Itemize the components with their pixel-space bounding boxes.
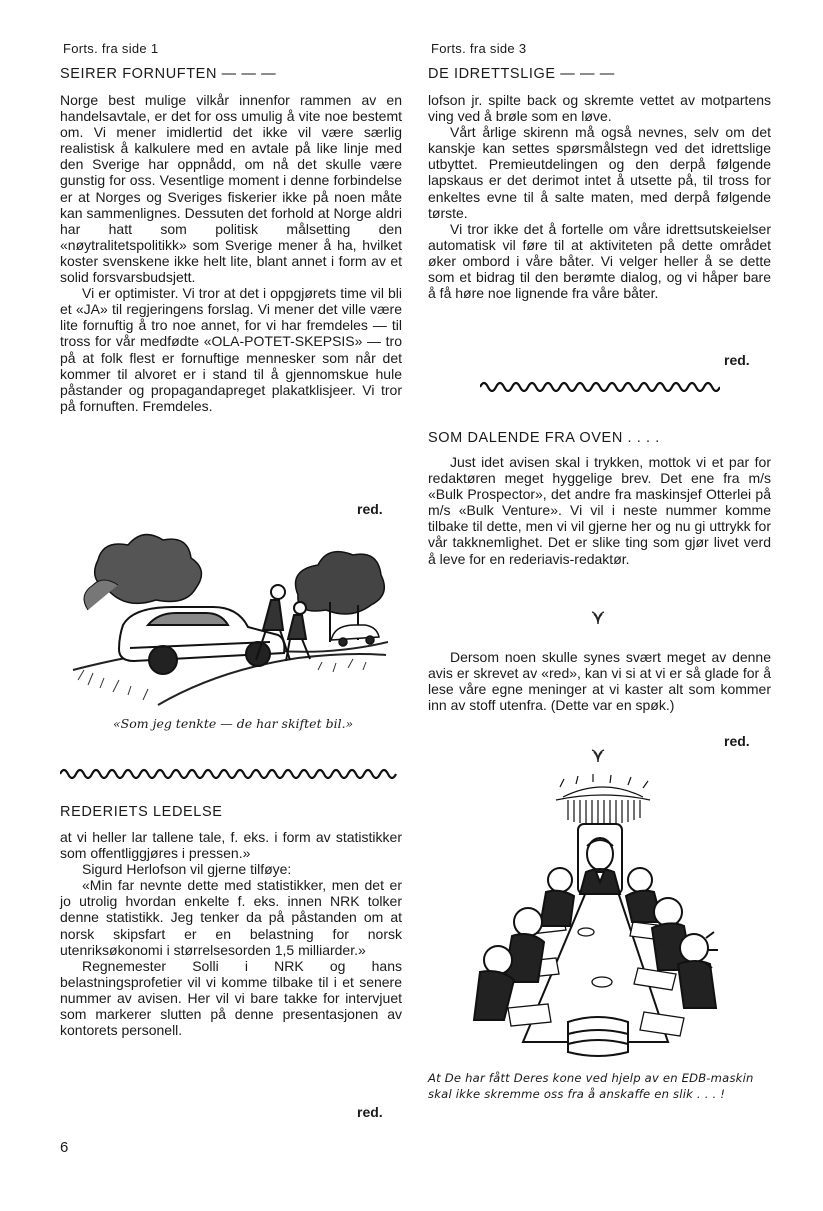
signature: red. [357, 501, 383, 517]
article-body [428, 649, 771, 713]
ornament-icon [590, 748, 606, 764]
boardroom-cartoon-illustration [468, 772, 728, 1062]
continued-note: Forts. fra side 3 [431, 41, 527, 56]
paragraph: lofson jr. spilte back og skremte vettet av motpartens ving ved å brøle som en løve. [428, 92, 771, 125]
article-body [428, 454, 771, 567]
article-body [60, 92, 402, 414]
car-cartoon-illustration [68, 530, 388, 710]
article-heading: DE IDRETTSLIGE — — — [428, 66, 615, 82]
article-heading: SOM DALENDE FRA OVEN . . . . [428, 430, 660, 446]
paragraph: Vi tror ikke det å fortelle om våre idrettsutskeielser automatisk vil føre til at aktiviteten på dette området øker ombord i våre båter. Vi velger heller å se dette som et bidrag til den berømte dialog, og vi håper bare å få høre noe lignende fra våre båter. [428, 220, 771, 302]
paragraph: «Min far nevnte dette med statistikker, men det er jo utrolig hvordan enkelte f. eks. innen NRK tolker denne statistikk. Jeg tenker da på påstanden om at norsk skipsfart er en belastning for norsk utenriksøkonomi i størrelsesorden 1,5 milliarder.» [60, 877, 402, 958]
ornament-icon [590, 610, 606, 626]
page-number: 6 [60, 1139, 69, 1156]
paragraph: Dersom noen skulle synes svært meget av denne avis er skrevet av «red», kan vi si at vi er så glade for å lese våre egne meninger at vi kaster alt som kommer inn av stoff utenfra. (Dette var en spøk.) [428, 649, 771, 714]
article-heading: SEIRER FORNUFTEN — — — [60, 66, 277, 82]
signature: red. [724, 733, 750, 749]
paragraph: Vi er optimister. Vi tror at det i oppgjørets time vil bli et «JA» til regjeringens forslag. Vi mener det ville være lite fornuftig å tro noe annet, for vi har fremdeles — til tross for vår medfødte «OLA-POTET-SKEPSIS» — tro på at folk flest er fornuftige mennesker som når det kommer til alvoret er i stand til å gjennomskue hule påstander og propagandapreget plakatklisjeer. Vi tror på fornuften. Fremdeles. [60, 285, 402, 414]
paragraph: Regnemester Solli i NRK og hans belastningsprofetier vil vi komme tilbake til i et senere nummer av avisen. Her vil vi bare takke for intervjuet som markerer slutten på denne presentasjonen av kontorets personell. [60, 957, 402, 1039]
paragraph: Norge best mulige vilkår innenfor rammen av en handelsavtale, er det for oss umulig å vite noe bestemt om. Vi mener imidlertid det ikke vil være særlig realistisk å kalkulere med en avtale på like linje med den Sverige har oppnådd, om nå det skulle være gunstig for oss. Vesentlige moment i denne forbindelse er at Norges og Sveriges fiskerier ikke på noen måte kan sammenlignes. Dessuten det forhold at Norge aldri har hatt som politisk målsetting den «nøytralitetspolitikk» som Sverige mener å ha, hvilket koster svenskene ikke helt lite, blant annet i form av et solid forsvarsbudsjett. [60, 92, 402, 286]
cartoon-caption: «Som jeg tenkte — de har skiftet bil.» [113, 716, 354, 731]
article-body [60, 829, 402, 1038]
cartoon-caption: At De har fått Deres kone ved hjelp av en EDB-maskin skal ikke skremme oss fra å anskaffe en slik . . . ! [428, 1071, 754, 1101]
signature: red. [724, 352, 750, 368]
paragraph: Just idet avisen skal i trykken, mottok vi et par for redaktøren meget hyggelige brev. Det ene fra m/s «Bulk Prospector», det andre fra maskinsjef Otterlei på m/s «Bulk Venture». Vi vil i neste nummer komme tilbake til dette, men vi vil gjerne her og nu gi uttrykk for vår takknemlighet. Det er slike ting som gjør livet verd å leve for en rederiavis-redaktør. [428, 454, 771, 567]
paragraph: at vi heller lar tallene tale, f. eks. i form av statistikker som offentliggjøres i pressen.» [60, 829, 402, 862]
wavy-divider [480, 378, 720, 392]
continued-note: Forts. fra side 1 [63, 41, 159, 56]
article-heading: REDERIETS LEDELSE [60, 804, 223, 820]
signature: red. [357, 1104, 383, 1120]
article-body [428, 92, 771, 301]
paragraph: Sigurd Herlofson vil gjerne tilføye: [82, 861, 292, 878]
paragraph: Vårt årlige skirenn må også nevnes, selv om det kanskje kan settes spørsmålstegn ved det idrettslige utbyttet. Premieutdelingen og den derpå følgende lapskaus er det derimot intet å utsette på, til tross for enkeltes evne til å salte maten, med derpå følgende tørste. [428, 124, 771, 221]
wavy-divider [60, 765, 400, 779]
